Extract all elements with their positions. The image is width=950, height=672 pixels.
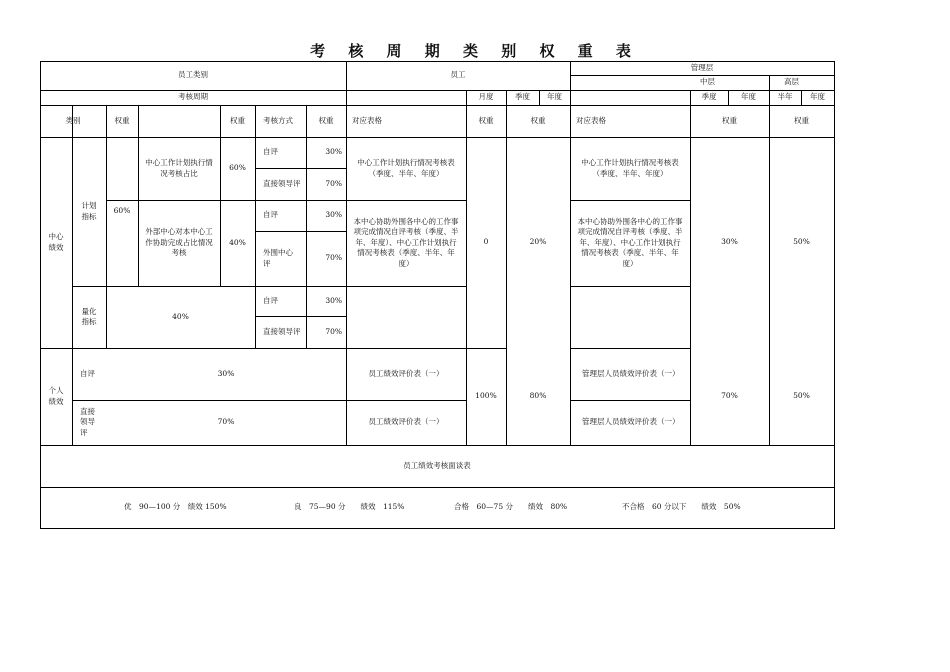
personal-direct-eval-weight: 70% <box>217 417 235 427</box>
grid-line <box>570 286 690 287</box>
self-eval-label: 自评 <box>263 210 278 220</box>
direct-eval-label: 直接领导评 <box>263 178 301 188</box>
employee-personal-weight-month: 100% <box>475 391 497 401</box>
employee-header: 员工 <box>450 70 466 80</box>
item-plan-execution-weight: 60% <box>229 163 246 173</box>
outer-eval-label: 外围中心评 <box>263 248 293 268</box>
category-header: 类别 <box>65 115 81 125</box>
senior-year-header: 年度 <box>810 92 825 102</box>
item-external-assist-weight: 40% <box>229 237 246 247</box>
form-header: 对应表格 <box>576 115 606 125</box>
grade-pass: 合格 60—75 分 绩效 80% <box>454 502 568 512</box>
weight-header: 权重 <box>722 115 737 125</box>
employee-personal-weight: 80% <box>529 391 547 401</box>
self-eval-label: 自评 <box>263 147 278 157</box>
mid-quarter-header: 季度 <box>701 92 717 102</box>
mid-year-header: 年度 <box>741 92 756 102</box>
item-external-assist: 外部中心对本中心工作协助完成占比情况考核 <box>145 227 213 258</box>
grade-row <box>40 487 834 528</box>
self-eval-weight: 30% <box>325 147 342 157</box>
quant-indicator-weight: 40% <box>172 311 189 321</box>
form-plan-execution: 中心工作计划执行情况考核表（季度、半年、年度） <box>357 158 455 178</box>
grid-line <box>40 528 834 529</box>
half-year-header: 半年 <box>777 92 793 102</box>
personal-self-eval-weight: 30% <box>217 368 235 378</box>
outer-eval-weight: 70% <box>325 253 342 263</box>
direct-eval-label: 直接领导评 <box>263 326 301 336</box>
direct-eval-weight: 70% <box>325 326 342 336</box>
middle-center-weight: 30% <box>721 237 738 247</box>
method-header: 考核方式 <box>263 115 293 125</box>
plan-indicator-label: 计划指标 <box>81 201 97 221</box>
weight-header: 权重 <box>230 115 245 125</box>
weight-header: 权重 <box>114 115 130 125</box>
personal-form-self: 员工绩效评价表（一） <box>368 368 444 378</box>
self-eval-weight: 30% <box>325 210 342 220</box>
page-title: 考 核 周 期 类 别 权 重 表 <box>310 42 640 60</box>
form-header: 对应表格 <box>352 115 382 125</box>
form-external-assist: 本中心协助外围各中心的工作事项完成情况自评考核（季度、半年、年度）、中心工作计划执行情况考核表（季度、半年、年度） <box>353 216 459 268</box>
month-header: 月度 <box>478 92 494 102</box>
direct-eval-weight: 70% <box>325 178 342 188</box>
middle-personal-weight: 70% <box>721 391 738 401</box>
personal-self-eval-label: 自评 <box>80 368 95 378</box>
mgmt-form-plan-execution: 中心工作计划执行情况考核表（季度、半年、年度） <box>581 158 679 178</box>
quarter-header: 季度 <box>515 92 530 102</box>
middle-header-row <box>570 75 834 90</box>
grid-line <box>834 61 835 529</box>
plan-indicator-weight: 60% <box>113 206 131 216</box>
interview-form: 员工绩效考核面谈表 <box>403 460 471 470</box>
weight-header: 权重 <box>794 115 809 125</box>
employee-center-weight-month: 0 <box>483 237 489 247</box>
staff-type-header: 员工类别 <box>178 70 208 80</box>
quant-indicator-label: 量化指标 <box>81 306 97 326</box>
year-header: 年度 <box>547 92 562 102</box>
grade-excellent: 优 90—100 分 绩效 150% <box>124 502 227 512</box>
employee-center-weight: 20% <box>529 237 547 247</box>
personal-direct-eval-label: 直接领导评 <box>80 406 95 437</box>
personal-form-direct: 员工绩效评价表（一） <box>368 417 444 427</box>
management-header: 管理层 <box>690 62 714 72</box>
mgmt-personal-form-self: 管理层人员绩效评价表（一） <box>582 368 680 378</box>
personal-performance-label: 个人绩效 <box>48 386 64 406</box>
weight-header: 权重 <box>530 115 546 125</box>
senior-personal-weight: 50% <box>793 391 810 401</box>
mgmt-personal-form-direct: 管理层人员绩效评价表（一） <box>582 417 680 427</box>
middle-header: 中层 <box>700 77 715 87</box>
self-eval-weight: 30% <box>325 295 342 305</box>
mgmt-form-external-assist: 本中心协助外围各中心的工作事项完成情况自评考核（季度、半年、年度）、中心工作计划执行情况考核表（季度、半年、年度） <box>577 216 683 268</box>
grade-fail: 不合格 60 分以下 绩效 50% <box>622 502 741 512</box>
period-header: 考核周期 <box>178 92 208 102</box>
grade-good: 良 75—90 分 绩效 115% <box>294 502 405 512</box>
self-eval-label: 自评 <box>263 295 278 305</box>
weight-header: 权重 <box>318 115 334 125</box>
weight-header: 权重 <box>478 115 494 125</box>
senior-header: 高层 <box>784 77 799 87</box>
senior-center-weight: 50% <box>793 237 810 247</box>
item-plan-execution: 中心工作计划执行情况考核占比 <box>145 158 213 178</box>
center-performance-label: 中心绩效 <box>48 232 64 252</box>
